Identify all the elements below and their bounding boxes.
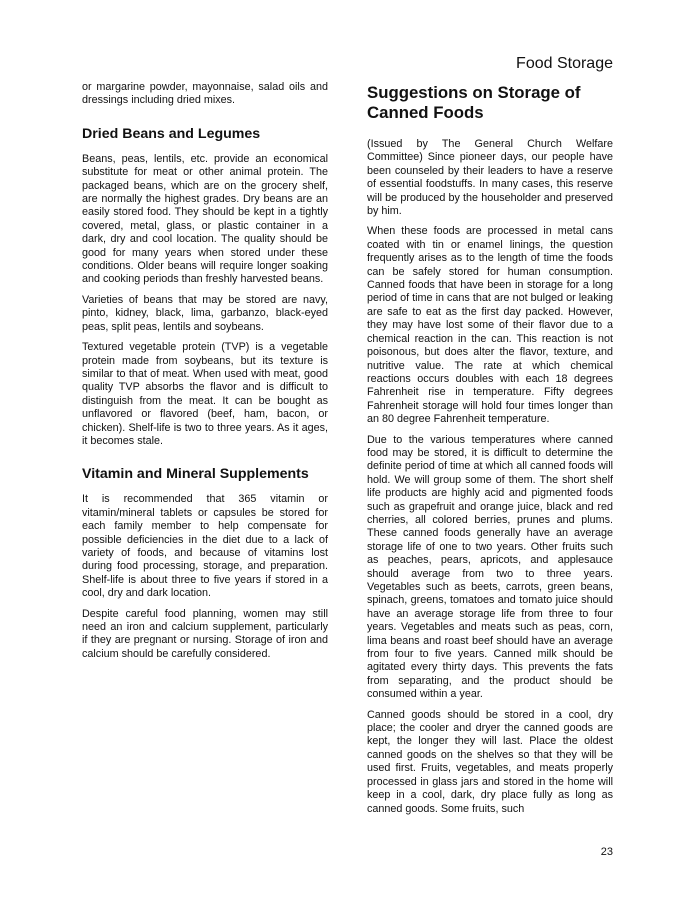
- paragraph: Textured vegetable protein (TVP) is a vegetable protein made from soybeans, but its texture is similar to that of meat. When used with meat, good quality TVP absorbs the flavor and is difficult to distinguish from the meat. It can be bought as unflavored or flavored (beef, ham, bacon, or chicken). Shelf-life is two to three years. As it ages, it becomes stale.: [82, 341, 328, 447]
- paragraph: (Issued by The General Church Welfare Committee) Since pioneer days, our people have been counseled by their leaders to have a reserve of essential foodstuffs. In many cases, this reserve will be produced by the householder and preserved by him.: [367, 138, 613, 218]
- paragraph: When these foods are processed in metal cans coated with tin or enamel linings, the question frequently arises as to the length of time the foods can be safely stored for human consumption. Canned foods that have been in storage for a long period of time in cans that are not bulged or leaking are safe to eat as the first day packed. However, they may have lost some of their flavor due to a chemical reaction in the can. This reaction is not poisonous, but does alter the flavor, texture, and nutritive value. The rate at which chemical reactions occurs doubles with each 18 degrees Fahrenheit rise in temperature. Fifty degrees Fahrenheit storage will hold four times longer than an 80 degree Fahrenheit temperature.: [367, 225, 613, 426]
- right-column: [367, 81, 613, 823]
- paragraph: Due to the various temperatures where canned food may be stored, it is difficult to determine the definite period of time at which all canned foods will hold. We will group some of them. The short shelf life products are highly acid and pigmented foods such as grapefruit and orange juice, black and red cherries, all colored berries, prunes and plums. These canned foods generally have an average storage life of one to two years. Other fruits such as peaches, pears, apricots, and applesauce should average from two to three years. Vegetables such as beets, carrots, green beans, spinach, greens, tomatoes and tomato juice should have an average storage life from three to four years. Vegetables and meats such as peas, corn, lima beans and roast beef should have an average from four to five years. Canned milk should be agitated every thirty days. This prevents the fats from separating, and the product should be consumed within a year.: [367, 433, 613, 701]
- paragraph: Beans, peas, lentils, etc. provide an economical substitute for meat or other animal protein. The packaged beans, which are on the grocery shelf, are normally the highest grades. Dry beans are an easily stored food. They should be kept in a tightly covered, metal, glass, or plastic container in a dark, dry and cool location. The quality should be good for many years when stored under these conditions. Older beans will require longer soaking and cooking periods than freshly harvested beans.: [82, 152, 328, 286]
- section-heading-vitamins: Vitamin and Mineral Supplements: [82, 466, 309, 483]
- paragraph: It is recommended that 365 vitamin or vitamin/mineral tablets or capsules be stored for each family member to help compensate for possible deficiencies in the diet due to a lack of variety of foods, and because of vitamins lost during food processing, storage, and preparation. Shelf-life is about three to five years if stored in a cool, dry and dark location.: [82, 493, 328, 600]
- paragraph: Despite careful food planning, women may still need an iron and calcium supplement, particularly if they are pregnant or nursing. Storage of iron and calcium should be carefully considered.: [82, 607, 328, 660]
- paragraph: Canned goods should be stored in a cool, dry place; the cooler and dryer the canned goods are kept, the longer they will last. Place the oldest canned goods on the shelves so that they will be used first. Fruits, vegetables, and meats properly processed in glass jars and stored in the home will keep in a cool, dark, dry place fully as long as canned goods. Some fruits, such: [367, 708, 613, 815]
- paragraph: Varieties of beans that may be stored are navy, pinto, kidney, black, lima, garbanzo, black-eyed peas, split peas, lentils and soybeans.: [82, 293, 328, 333]
- intro-paragraph: or margarine powder, mayonnaise, salad oils and dressings including dried mixes.: [82, 81, 328, 107]
- running-head: Food Storage: [516, 55, 613, 72]
- page-number: 23: [600, 846, 613, 858]
- section-heading-canned-foods: Suggestions on Storage of Canned Foods: [367, 83, 581, 122]
- left-column: [82, 81, 328, 668]
- section-heading-dried-beans: Dried Beans and Legumes: [82, 125, 261, 142]
